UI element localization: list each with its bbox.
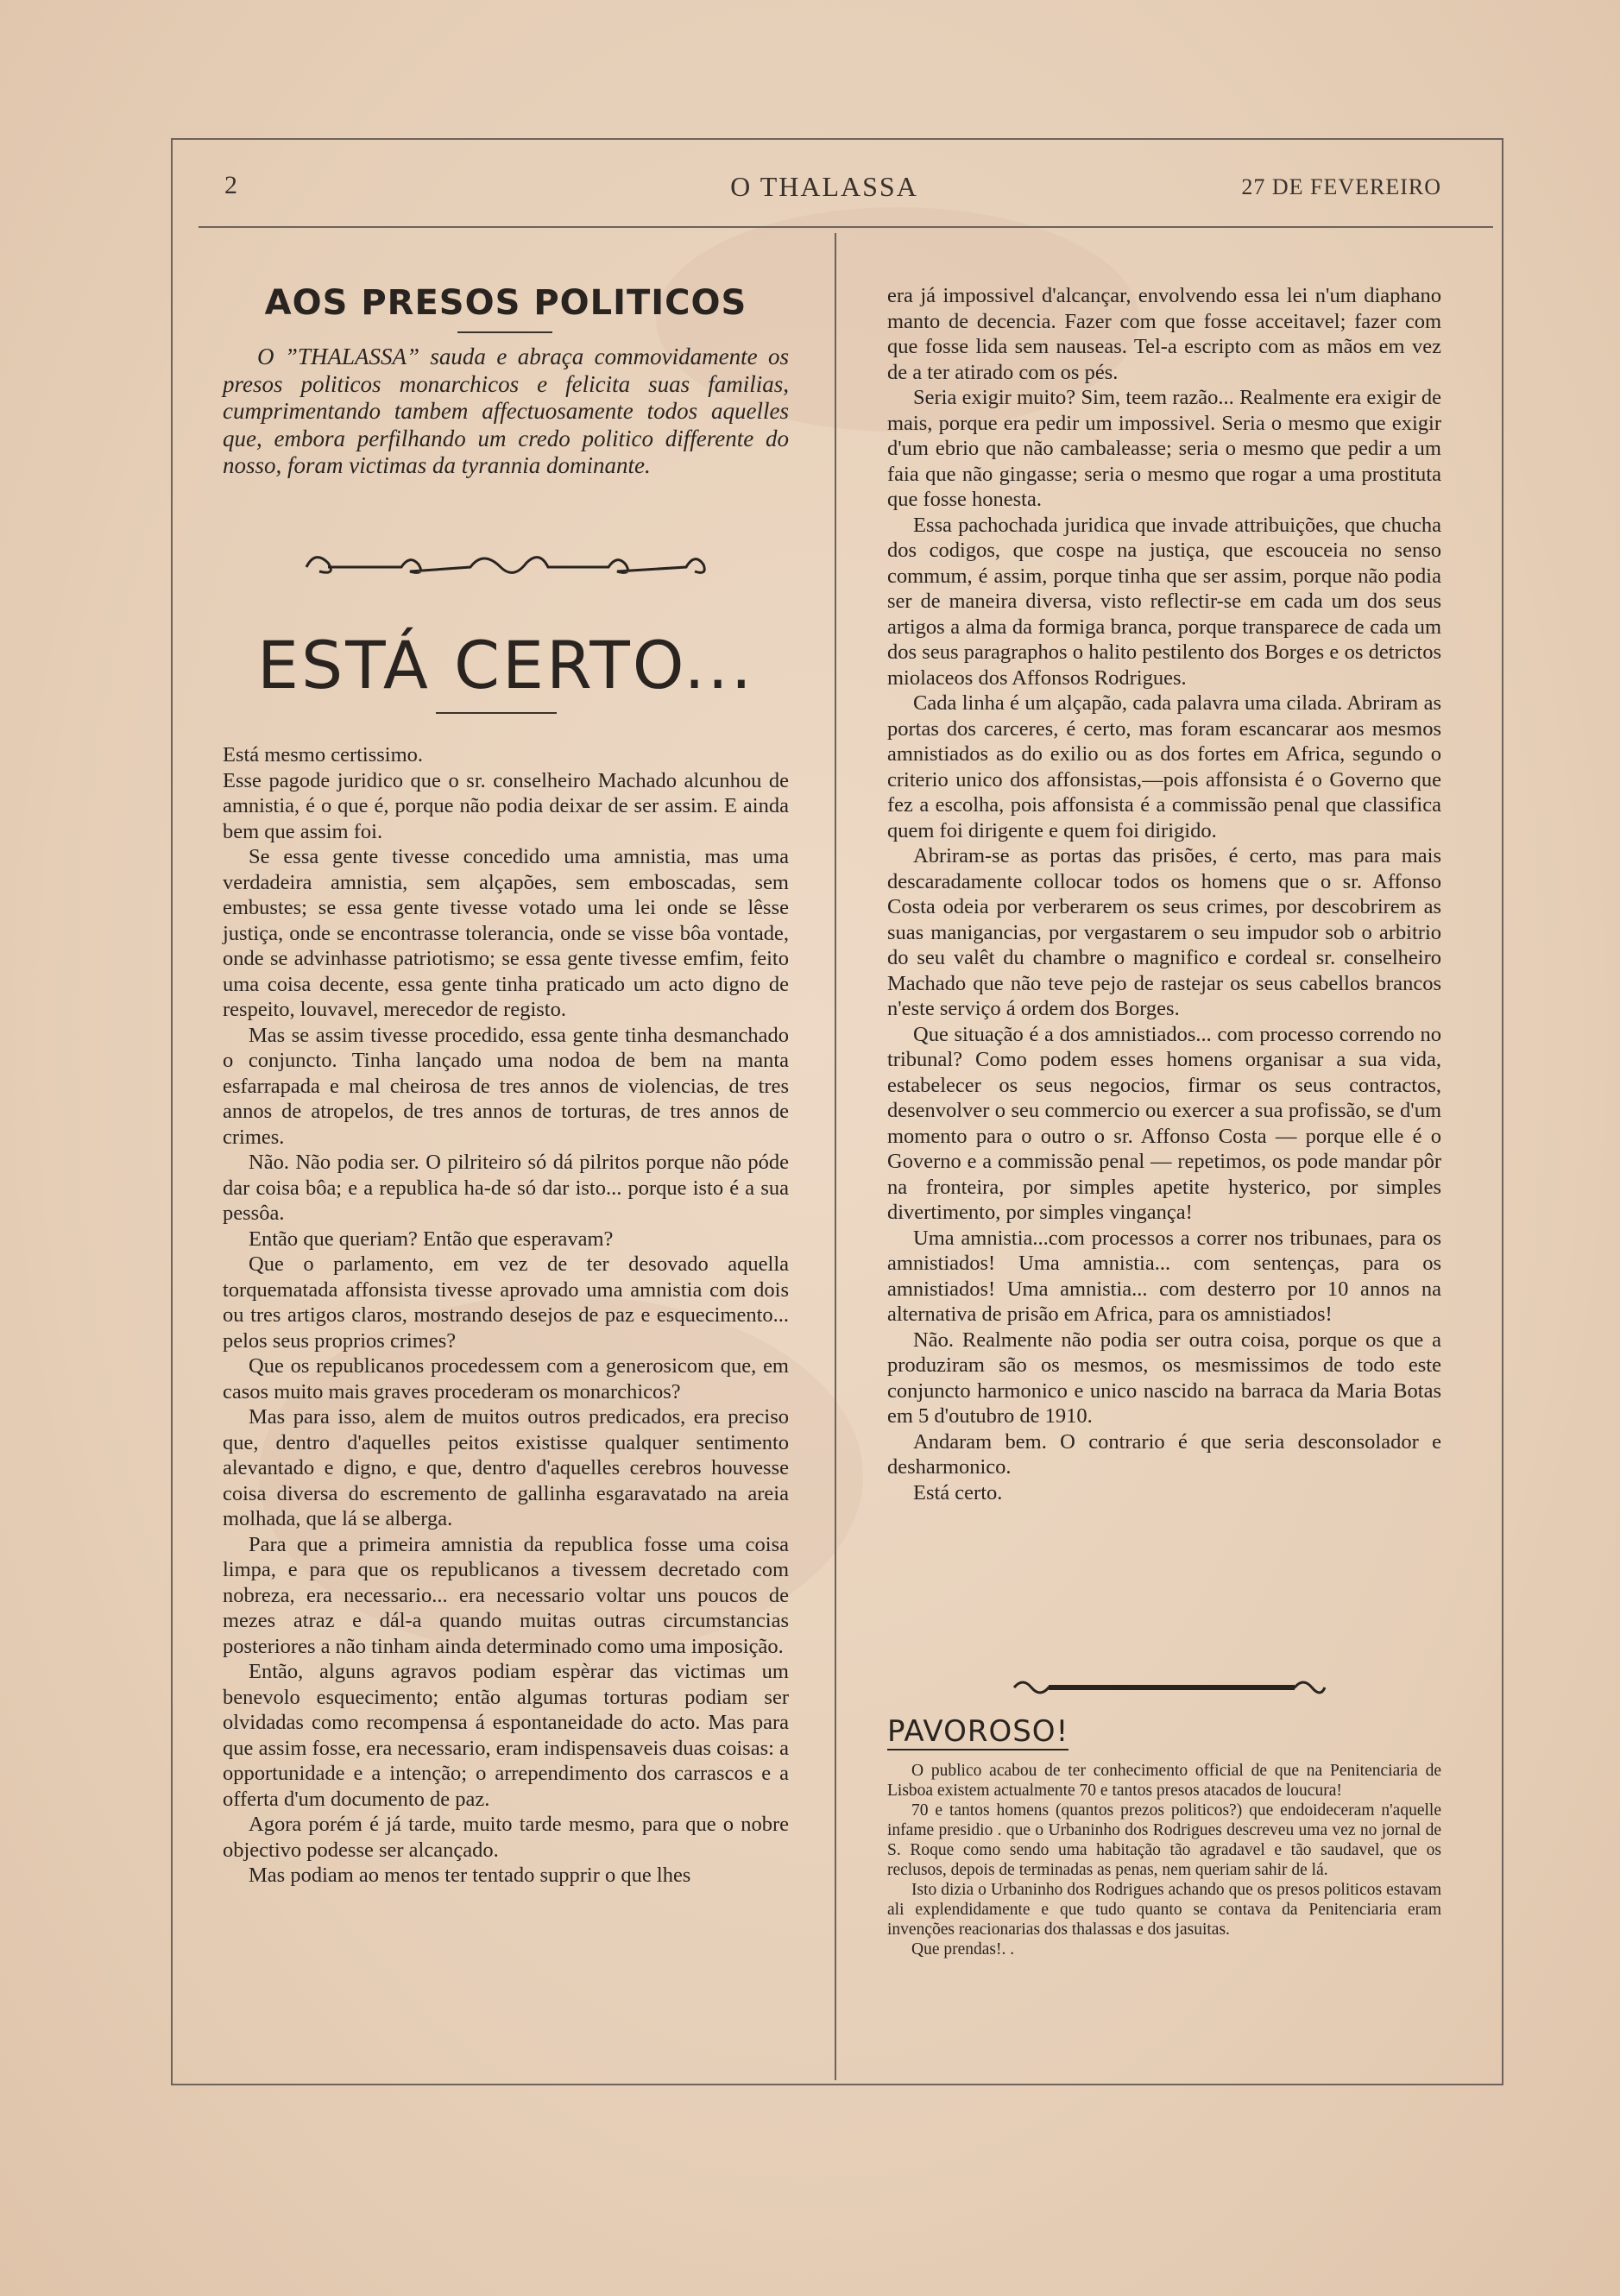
paragraph: Então que queriam? Então que esperavam?	[249, 1227, 614, 1251]
pavoroso-text	[887, 1761, 1441, 1959]
paragraph: Não. Realmente não podia ser outra coisa, porque os que a produziram são os mesmos, os mesmissimos de todo este conjuncto harmonico e unico nascido na barraca da Maria Botas em 5 d'outubro de 1910.	[887, 1328, 1441, 1428]
paragraph: Mas podiam ao menos ter tentado supprir o que lhes	[249, 1864, 691, 1887]
paragraph: Esse pagode juridico que o sr. conselheiro Machado alcunhou de amnistia, é o que é, porque não podia deixar de ser assim. E ainda bem que assim foi.	[223, 768, 789, 843]
left-column	[223, 742, 789, 1889]
certo-headline: ESTÁ CERTO...	[257, 627, 754, 703]
paragraph: Mas se assim tivesse procedido, essa gente tinha desmanchado o conjuncto. Tinha lançado uma nodoa de bem na manta esfarrapada e mal cheirosa de tres annos de violencias, de tres annos de atropelos, de tres annos de torturas, de tres annos de crimes.	[223, 1023, 789, 1149]
presos-headline: AOS PRESOS POLITICOS	[264, 283, 747, 323]
headline-underline	[457, 331, 552, 333]
presos-body: O ”THALASSA” sauda e abraça commovidamente os presos politicos monarchicos e felicita suas familias, cumprimentando tambem affectuosamente todos aquelles que, embora perfilhando um credo politico differente do nosso, foram victimas da tyrannia dominante.	[223, 344, 789, 478]
pavoroso-headline: PAVOROSO!	[887, 1714, 1069, 1749]
paragraph: Que os republicanos procedessem com a generosicom que, em casos muito mais graves procederam os monarchicos?	[223, 1354, 789, 1403]
paragraph: Que situação é a dos amnistiados... com processo correndo no tribunal? Como podem esses homens organisar a sua vida, estabelecer os seus negocios, firmar os seus contractos, desenvolver o seu commercio ou exercer a sua profissão, se d'um momento para o outro o sr. Affonso Costa — porque elle é o Governo e a commissão penal — repetimos, os pode mandar pôr na fronteira, por simples apetite hysterico, por simples divertimento, por simples vingança!	[887, 1022, 1441, 1224]
page-number: 2	[224, 171, 237, 199]
paragraph: Não. Não podia ser. O pilriteiro só dá pilritos porque não póde dar coisa bôa; e a republica ha-de só dar isto... porque isto é a sua pessôa.	[223, 1151, 789, 1225]
paragraph: Abriram-se as portas das prisões, é certo, mas para mais descaradamente collocar todos os homens que o sr. Affonso Costa odeia por verberarem os seus crimes, por descobrirem as suas manigancias, por vergastarem o seu impudor sob o arbitrio do seu valêt du chambre o magnifico e cordeal sr. conselheiro Machado que não teve pejo de rastejar os seus cabellos brancos n'este serviço á ordem dos Borges.	[887, 844, 1441, 1020]
paragraph: Que o parlamento, em vez de ter desovado aquella torquematada affonsista tivesse aprovado uma amnistia com dois ou tres artigos claros, mostrando desejos de paz e esquecimento... pelos seus proprios crimes?	[223, 1252, 789, 1353]
paragraph: Agora porém é já tarde, muito tarde mesmo, para que o nobre objectivo podesse ser alcançado.	[223, 1813, 789, 1862]
issue-date: 27 DE FEVEREIRO	[1241, 174, 1441, 199]
paragraph: Está certo.	[913, 1480, 1003, 1504]
paragraph: Para que a primeira amnistia da republica fosse uma coisa limpa, e para que os republicanos a tivessem decretado com nobreza, era necessario... era necessario voltar uns poucos de mezes atraz e dál-a quando muitas outras circumstancias posteriores a não tinham ainda determinado como uma imposição.	[223, 1532, 789, 1658]
right-column	[887, 283, 1441, 1505]
paragraph: Se essa gente tivesse concedido uma amnistia, mas uma verdadeira amnistia, sem alçapões, sem emboscadas, sem embustes; se essa gente tivesse votado uma lei onde se lêsse justiça, onde se encontrasse tolerancia, onde se visse bôa vontade, onde se advinhasse patriotismo; se essa gente tivesse emfim, feito uma coisa decente, essa gente tinha praticado um acto digno de respeito, louvavel, merecedor de registo.	[223, 845, 789, 1021]
presos-text	[223, 344, 789, 480]
paragraph: 70 e tantos homens (quantos prezos politicos?) que endoideceram n'aquelle infame presidio . que o Urbaninho dos Rodrigues descreveu uma vez no jornal de S. Roque como sendo uma habitação tão agradavel e tão saudavel, que os reclusos, depois de terminadas as penas, nem queriam sahir de lá.	[887, 1801, 1441, 1879]
paragraph: Está mesmo certissimo.	[223, 743, 424, 766]
paragraph: Isto dizia o Urbaninho dos Rodrigues achando que os presos politicos estavam ali explendidamente e que tudo quanto se contava da Penitenciaria eram invenções reacionarias dos thalassas e dos jasuitas.	[887, 1881, 1441, 1939]
paragraph: era já impossivel d'alcançar, envolvendo essa lei n'um diaphano manto de decencia. Fazer com que fosse acceitavel; fazer com que fosse lida sem nauseas. Tel-a escripto com as mãos em vez de a ter atirado com os pés.	[887, 284, 1441, 384]
paragraph: Uma amnistia...com processos a correr nos tribunaes, para os amnistiados! Uma amnistia... com sentenças, para os amnistiados! Uma amnistia... com desterro por 10 annos na alternativa de prisão em Africa, para os amnistiados!	[887, 1226, 1441, 1326]
column-divider	[835, 233, 836, 2080]
ornament-divider	[298, 546, 712, 589]
paragraph: Essa pachochada juridica que invade attribuições, que chucha dos codigos, que cospe na justiça, que escouceia no senso commum, é assim, porque tinha que ser assim, porque não podia ser de maneira diversa, visto reflectir-se em cada um dos seus artigos a alma da formiga branca, porque transparece de cada um dos seus paragraphos o halito pestilento dos Borges e os detrictos miolaceos dos Affonsos Rodrigues.	[887, 513, 1441, 690]
newspaper-title: O THALASSA	[730, 171, 918, 202]
page-header	[199, 171, 1450, 214]
paragraph: Que prendas!. .	[911, 1940, 1015, 1959]
ornament-divider	[1010, 1675, 1329, 1700]
paragraph: O publico acabou de ter conhecimento official de que na Penitenciaria de Lisboa existem actualmente 70 e tantos presos atacados de loucura!	[887, 1762, 1441, 1800]
header-rule	[199, 226, 1493, 228]
paragraph: Andaram bem. O contrario é que seria desconsolador e desharmonico.	[887, 1429, 1441, 1479]
paragraph: Então, alguns agravos podiam espèrar das victimas um benevolo esquecimento; então algumas torturas podiam ser olvidadas como recompensa á espontaneidade do acto. Mas para que assim fosse, era necessario, eram indispensaveis duas coisas: a opportunidade e a intenção; o arrependimento dos carrascos e a offerta d'um documento de paz.	[223, 1660, 789, 1811]
paragraph: Mas para isso, alem de muitos outros predicados, era preciso que, dentro d'aquelles peitos existisse qualquer sentimento alevantado e digno, e que, dentro d'aquelles cerebros houvesse coisa diversa do escremento de gallinha esgaravatado na areia molhada, que lá se alberga.	[223, 1405, 789, 1530]
headline-rule	[436, 712, 557, 714]
paragraph: Cada linha é um alçapão, cada palavra uma cilada. Abriram as portas dos carceres, é certo, mas foram escancarar aos mesmos amnistiados as do exilio ou as dos fortes em Africa, segundo o criterio unico dos affonsistas,—pois affonsista é o Governo que fez a escolha, pois affonsista é a commissão penal que classifica quem foi dirigente e quem foi dirigido.	[887, 691, 1441, 842]
paragraph: Seria exigir muito? Sim, teem razão... Realmente era exigir de mais, porque era pedir um impossivel. Seria o mesmo que exigir d'um ebrio que não cambaleasse; seria o mesmo que pedir a um faia que não gingasse; seria o mesmo que rogar a uma prostituta que fosse honesta.	[887, 386, 1441, 511]
